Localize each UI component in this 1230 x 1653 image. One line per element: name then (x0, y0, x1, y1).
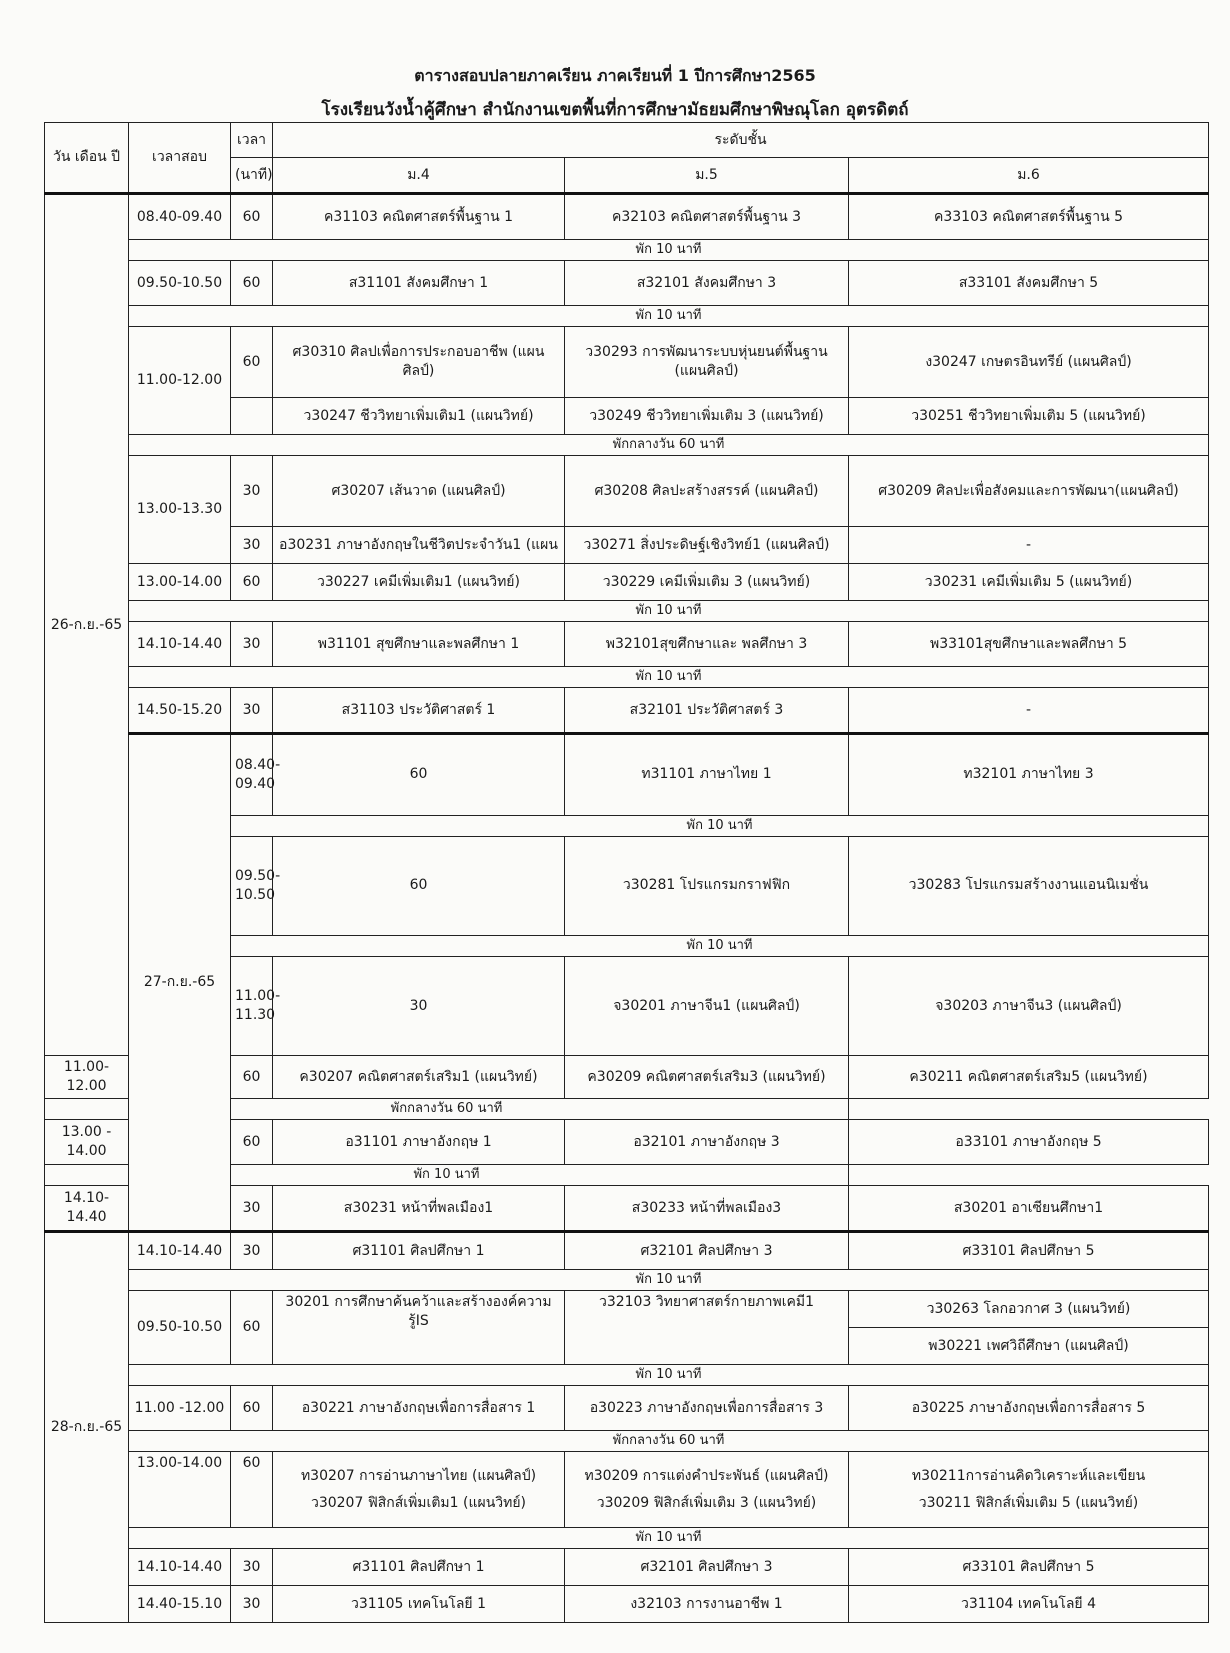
table-cell: ส32101 ประวัติศาสตร์ 3 (565, 688, 849, 734)
table-cell: 60 (231, 1056, 273, 1099)
header-level: ระดับชั้น (273, 123, 1209, 158)
table-cell: ว30229 เคมีเพิ่มเติม 3 (แผนวิทย์) (565, 564, 849, 601)
table-cell: ว30247 ชีววิทยาเพิ่มเติม1 (แผนวิทย์) (273, 398, 565, 435)
table-cell: 14.10-14.40 (129, 622, 231, 667)
table-cell: 60 (231, 564, 273, 601)
header-duration-bottom: (นาที) (231, 158, 273, 194)
day3-date: 28-ก.ย.-65 (45, 1232, 129, 1623)
table-cell: 08.40-09.40 (231, 734, 273, 816)
table-cell: ท31101 ภาษาไทย 1 (565, 734, 849, 816)
table-cell: 60 (231, 1452, 273, 1528)
table-cell: ว30231 เคมีเพิ่มเติม 5 (แผนวิทย์) (849, 564, 1209, 601)
table-cell: ศ32101 ศิลปศึกษา 3 (565, 1232, 849, 1270)
table-cell: 30 (231, 1586, 273, 1623)
table-cell: ส31103 ประวัติศาสตร์ 1 (273, 688, 565, 734)
table-cell: 30 (231, 688, 273, 734)
break-row: พัก 10 นาที (129, 1528, 1209, 1549)
table-cell: ศ31101 ศิลปศึกษา 1 (273, 1549, 565, 1586)
table-cell: 08.40-09.40 (129, 194, 231, 240)
cell-line: ว30211 ฟิสิกส์เพิ่มเติม 5 (แผนวิทย์) (918, 1494, 1139, 1511)
table-cell: - (849, 688, 1209, 734)
table-cell: ว30249 ชีววิทยาเพิ่มเติม 3 (แผนวิทย์) (565, 398, 849, 435)
table-cell: ว30271 สิ่งประดิษฐ์เชิงวิทย์1 (แผนศิลป์) (565, 527, 849, 564)
table-cell: อ33101 ภาษาอังกฤษ 5 (849, 1120, 1209, 1165)
table-cell: อ30223 ภาษาอังกฤษเพื่อการสื่อสาร 3 (565, 1386, 849, 1431)
break-row: พัก 10 นาที (129, 240, 1209, 261)
table-cell: ว31105 เทคโนโลยี 1 (273, 1586, 565, 1623)
table-cell: 14.40-15.10 (129, 1586, 231, 1623)
table-cell: ค30207 คณิตศาสตร์เสริม1 (แผนวิทย์) (273, 1056, 565, 1099)
table-cell: 13.00-14.00 (129, 1452, 231, 1528)
table-cell: ท32101 ภาษาไทย 3 (849, 734, 1209, 816)
table-cell: ศ33101 ศิลปศึกษา 5 (849, 1232, 1209, 1270)
cell-line: ท30211การอ่านคิดวิเคราะห์และเขียน (911, 1467, 1146, 1484)
cell-line: ท30207 การอ่านภาษาไทย (แผนศิลป์) (300, 1467, 537, 1484)
table-cell: ว32103 วิทยาศาสตร์กายภาพเคมี1 (565, 1291, 849, 1365)
table-cell: 11.00-12.00 (129, 327, 231, 435)
header-time: เวลาสอบ (129, 123, 231, 194)
table-cell: พ31101 สุขศึกษาและพลศึกษา 1 (273, 622, 565, 667)
table-cell: อ31101 ภาษาอังกฤษ 1 (273, 1120, 565, 1165)
table-cell: 09.50-10.50 (129, 1291, 231, 1365)
table-cell: อ30231 ภาษาอังกฤษในชีวิตประจำวัน1 (แผน (273, 527, 565, 564)
table-cell: 14.10-14.40 (129, 1232, 231, 1270)
break-row: พัก 10 นาที (129, 1270, 1209, 1291)
break-row: พัก 10 นาที (129, 667, 1209, 688)
table-cell: ส31101 สังคมศึกษา 1 (273, 261, 565, 306)
table-cell: ศ30310 ศิลปเพื่อการประกอบอาชีพ (แผนศิลป์) (273, 327, 565, 398)
lunch-break-row: พักกลางวัน 60 นาที (129, 1431, 1209, 1452)
header-duration-top: เวลา (231, 123, 273, 158)
table-cell: ค30211 คณิตศาสตร์เสริม5 (แผนวิทย์) (849, 1056, 1209, 1099)
table-cell: 30201 การศึกษาค้นคว้าและสร้างองค์ความรู้IS (273, 1291, 565, 1365)
table-cell: ว30227 เคมีเพิ่มเติม1 (แผนวิทย์) (273, 564, 565, 601)
table-cell: พ33101สุขศึกษาและพลศึกษา 5 (849, 622, 1209, 667)
table-cell (565, 1452, 849, 1528)
table-cell: ศ30209 ศิลปะเพื่อสังคมและการพัฒนา(แผนศิลป์) (849, 456, 1209, 527)
table-cell: 30 (231, 527, 273, 564)
table-cell: 30 (231, 1186, 273, 1232)
table-cell (273, 1452, 565, 1528)
table-cell: - (849, 527, 1209, 564)
table-cell: ศ33101 ศิลปศึกษา 5 (849, 1549, 1209, 1586)
table-cell: 60 (231, 1291, 273, 1365)
table-cell: 09.50-10.50 (129, 261, 231, 306)
table-cell: 14.10-14.40 (45, 1186, 129, 1232)
table-cell: ว30281 โปรแกรมกราฟฟิก (565, 836, 849, 935)
header-m5: ม.5 (565, 158, 849, 194)
table-cell: 30 (231, 456, 273, 527)
break-row: พัก 10 นาที (231, 936, 1209, 957)
cell-line: ว30209 ฟิสิกส์เพิ่มเติม 3 (แผนวิทย์) (596, 1494, 817, 1511)
table-cell: อ30221 ภาษาอังกฤษเพื่อการสื่อสาร 1 (273, 1386, 565, 1431)
table-cell: 30 (273, 957, 565, 1056)
table-cell: 30 (231, 1549, 273, 1586)
table-cell: 60 (231, 1120, 273, 1165)
table-cell: ศ30207 เส้นวาด (แผนศิลป์) (273, 456, 565, 527)
cell-line: ท30209 การแต่งคำประพันธ์ (แผนศิลป์) (584, 1467, 829, 1484)
break-row: พัก 10 นาที (45, 1165, 849, 1186)
table-cell: อ30225 ภาษาอังกฤษเพื่อการสื่อสาร 5 (849, 1386, 1209, 1431)
table-cell: 11.00-11.30 (231, 957, 273, 1056)
table-cell: 13.00 - 14.00 (45, 1120, 129, 1165)
document-title: ตารางสอบปลายภาคเรียน ภาคเรียนที่ 1 ปีการศึกษา2565 (414, 66, 816, 85)
table-cell: ส32101 สังคมศึกษา 3 (565, 261, 849, 306)
table-cell: ว30251 ชีววิทยาเพิ่มเติม 5 (แผนวิทย์) (849, 398, 1209, 435)
table-cell: จ30203 ภาษาจีน3 (แผนศิลป์) (849, 957, 1209, 1056)
table-cell: ง32103 การงานอาชีพ 1 (565, 1586, 849, 1623)
table-cell: ว31104 เทคโนโลยี 4 (849, 1586, 1209, 1623)
day1-date: 26-ก.ย.-65 (45, 194, 129, 1056)
table-cell: 60 (231, 261, 273, 306)
table-cell: ค33103 คณิตศาสตร์พื้นฐาน 5 (849, 194, 1209, 240)
table-cell: พ30221 เพศวิถีศึกษา (แผนศิลป์) (849, 1328, 1209, 1365)
table-cell: ศ31101 ศิลปศึกษา 1 (273, 1232, 565, 1270)
table-cell: ศ32101 ศิลปศึกษา 3 (565, 1549, 849, 1586)
table-cell: 30 (231, 622, 273, 667)
table-cell: 30 (231, 1232, 273, 1270)
break-row: พัก 10 นาที (129, 1365, 1209, 1386)
break-row: พัก 10 นาที (231, 815, 1209, 836)
school-subtitle: โรงเรียนวังน้ำคู้ศึกษา สำนักงานเขตพื้นที่การศึกษามัธยมศึกษาพิษณุโลก อุตรดิตถ์ (321, 100, 909, 120)
lunch-break-row: พักกลางวัน 60 นาที (129, 435, 1209, 456)
table-cell (849, 1452, 1209, 1528)
table-cell: ว30293 การพัฒนาระบบหุ่นยนต์พื้นฐาน (แผนศิลป์) (565, 327, 849, 398)
table-cell: 60 (273, 836, 565, 935)
table-cell: 11.00-12.00 (45, 1056, 129, 1099)
cell-line: ว30207 ฟิสิกส์เพิ่มเติม1 (แผนวิทย์) (310, 1494, 527, 1511)
table-cell: 60 (231, 194, 273, 240)
table-cell: ส30231 หน้าที่พลเมือง1 (273, 1186, 565, 1232)
table-cell: 60 (231, 327, 273, 398)
table-cell: ว30283 โปรแกรมสร้างงานแอนนิเมชั่น (849, 836, 1209, 935)
table-cell: ว30263 โลกอวกาศ 3 (แผนวิทย์) (849, 1291, 1209, 1328)
table-cell: ส33101 สังคมศึกษา 5 (849, 261, 1209, 306)
header-date: วัน เดือน ปี (45, 123, 129, 194)
table-cell: 13.00-14.00 (129, 564, 231, 601)
table-cell: จ30201 ภาษาจีน1 (แผนศิลป์) (565, 957, 849, 1056)
table-cell: 60 (231, 1386, 273, 1431)
lunch-break-row: พักกลางวัน 60 นาที (45, 1099, 849, 1120)
table-cell: ศ30208 ศิลปะสร้างสรรค์ (แผนศิลป์) (565, 456, 849, 527)
break-row: พัก 10 นาที (129, 601, 1209, 622)
table-cell: 11.00 -12.00 (129, 1386, 231, 1431)
table-cell: พ32101สุขศึกษาและ พลศึกษา 3 (565, 622, 849, 667)
table-cell: 13.00-13.30 (129, 456, 231, 564)
table-cell: 14.50-15.20 (129, 688, 231, 734)
header-m4: ม.4 (273, 158, 565, 194)
table-cell: ง30247 เกษตรอินทรีย์ (แผนศิลป์) (849, 327, 1209, 398)
day2-date: 27-ก.ย.-65 (129, 734, 231, 1232)
table-cell: อ32101 ภาษาอังกฤษ 3 (565, 1120, 849, 1165)
table-cell (231, 398, 273, 435)
table-cell: 14.10-14.40 (129, 1549, 231, 1586)
table-cell: ค31103 คณิตศาสตร์พื้นฐาน 1 (273, 194, 565, 240)
table-cell: ค30209 คณิตศาสตร์เสริม3 (แผนวิทย์) (565, 1056, 849, 1099)
table-cell: ส30233 หน้าที่พลเมือง3 (565, 1186, 849, 1232)
table-cell: ค32103 คณิตศาสตร์พื้นฐาน 3 (565, 194, 849, 240)
exam-schedule-table (44, 122, 1209, 1623)
table-cell: ส30201 อาเซียนศึกษา1 (849, 1186, 1209, 1232)
table-cell: 09.50-10.50 (231, 836, 273, 935)
break-row: พัก 10 นาที (129, 306, 1209, 327)
table-cell: 60 (273, 734, 565, 816)
header-m6: ม.6 (849, 158, 1209, 194)
